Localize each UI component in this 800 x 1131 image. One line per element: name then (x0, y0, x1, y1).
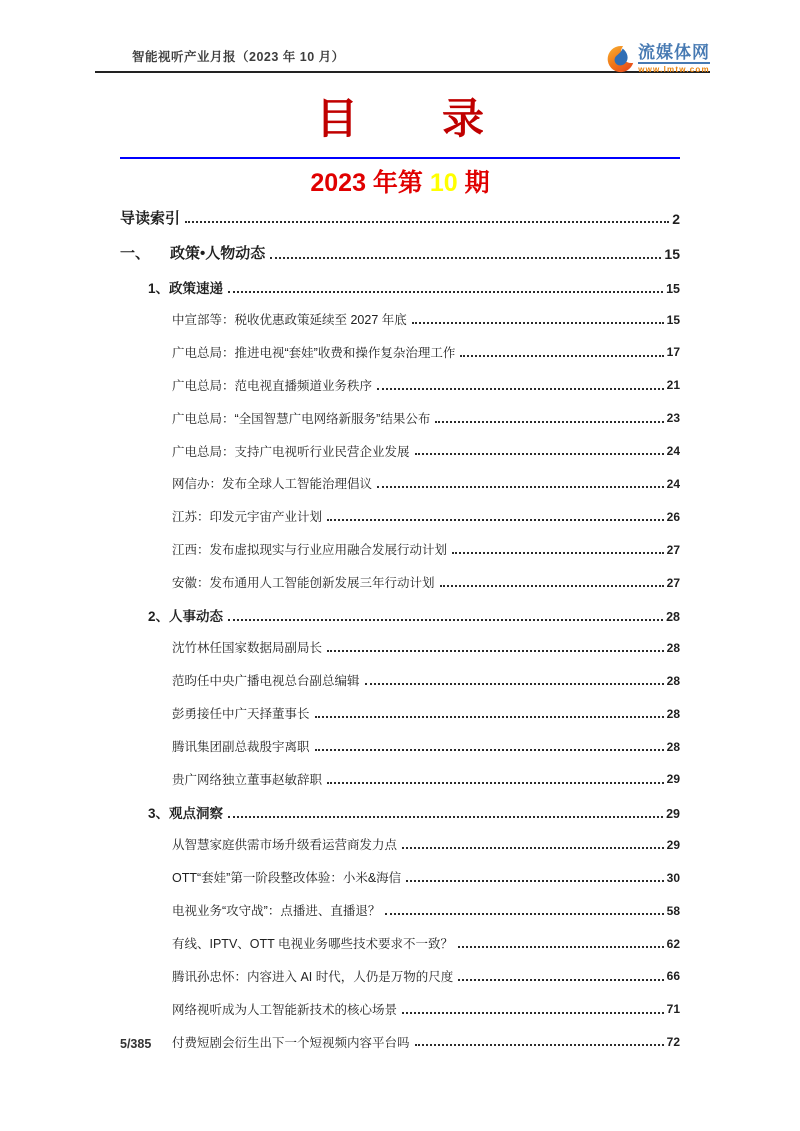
toc-entry-page: 17 (666, 345, 680, 360)
toc-entry-page: 29 (666, 806, 680, 821)
dotted-leader (327, 650, 664, 652)
dotted-leader (440, 585, 664, 587)
dotted-leader (402, 847, 664, 849)
toc-entry-label: 2、人事动态 (148, 608, 224, 624)
toc-entry[interactable] (172, 871, 680, 885)
toc-entry-page: 26 (666, 509, 680, 524)
issue-number: 10 (429, 169, 458, 197)
toc-entry[interactable] (148, 806, 680, 822)
toc-entry-label: 广电总局：范电视直播频道业务秩序 (172, 378, 373, 393)
dotted-leader (406, 880, 663, 882)
toc-entry-label: 腾讯集团副总裁殷宇离职 (172, 740, 310, 755)
toc-entry-label: 网信办：发布全球人工智能治理倡议 (172, 477, 373, 492)
toc-entry-page: 28 (666, 739, 680, 754)
issue-subtitle-suffix: 期 (457, 169, 490, 197)
issue-subtitle (120, 163, 680, 199)
toc-entry-page: 28 (666, 673, 680, 688)
dotted-leader (385, 913, 663, 915)
toc-entry-page: 72 (666, 1035, 680, 1050)
logo-brand-name: 流媒体网 (638, 42, 710, 62)
dotted-leader (377, 486, 664, 488)
dotted-leader (327, 782, 664, 784)
toc-entry[interactable] (172, 838, 680, 852)
dotted-leader (377, 388, 664, 390)
toc-entry-label: 贵广网络独立董事赵敏辞职 (172, 772, 323, 787)
toc-entry[interactable] (172, 313, 680, 327)
toc-entry-label: 沈竹林任国家数据局副局长 (172, 641, 323, 656)
dotted-leader (228, 619, 663, 621)
toc-entry-label: 付费短剧会衍生出下一个短视频内容平台吗 (172, 1035, 410, 1050)
toc-entry-label: 网络视听成为人工智能新技术的核心场景 (172, 1002, 398, 1017)
toc-entry-page: 21 (666, 378, 680, 393)
toc-entry-label: 从智慧家庭供需市场升级看运营商发力点 (172, 838, 398, 853)
report-title: 智能视听产业月报（2023 年 10 月） (132, 50, 345, 64)
toc-entry-label: 江苏：印发元宇宙产业计划 (172, 510, 323, 525)
toc-entry[interactable] (172, 970, 680, 984)
toc-list (120, 210, 680, 1068)
dotted-leader (458, 946, 664, 948)
toc-entry[interactable] (172, 1003, 680, 1017)
toc-entry[interactable] (120, 245, 680, 262)
toc-entry[interactable] (120, 210, 680, 227)
toc-entry-label: 江西：发布虚拟现实与行业应用融合发展行动计划 (172, 543, 448, 558)
dotted-leader (458, 979, 663, 981)
dotted-leader (412, 322, 664, 324)
issue-subtitle-prefix: 2023 年第 (310, 169, 430, 197)
toc-entry[interactable] (172, 412, 680, 426)
toc-entry-page: 71 (666, 1002, 680, 1017)
toc-entry-page: 27 (666, 542, 680, 557)
toc-entry-label: 腾讯孙忠怀：内容进入 AI 时代，人仍是万物的尺度 (172, 969, 454, 984)
toc-entry-page: 15 (664, 246, 680, 263)
toc-entry[interactable] (172, 707, 680, 721)
toc-entry-page: 28 (666, 610, 680, 625)
dotted-leader (315, 716, 664, 718)
toc-entry-page: 27 (666, 575, 680, 590)
toc-entry-label: 范昀任中央广播电视总台副总编辑 (172, 674, 360, 689)
dotted-leader (228, 816, 663, 818)
toc-entry-number: 一、 (120, 245, 151, 263)
logo-url: www.lmtw.com (638, 62, 710, 75)
dotted-leader (228, 291, 663, 293)
toc-entry[interactable] (172, 937, 680, 951)
toc-entry[interactable] (172, 674, 680, 688)
toc-entry[interactable] (172, 740, 680, 754)
toc-entry-label: 导读索引 (120, 210, 181, 227)
dotted-leader (327, 519, 664, 521)
toc-entry[interactable] (172, 445, 680, 459)
dotted-leader (415, 453, 664, 455)
toc-entry-label: OTT“套娃”第一阶段整改体验：小米&海信 (172, 871, 402, 886)
dotted-leader (460, 355, 663, 357)
toc-entry-label: 电视业务“攻守战”：点播进、直播退？ (172, 904, 381, 919)
toc-entry[interactable] (172, 576, 680, 590)
toc-entry[interactable] (172, 510, 680, 524)
page-footer (120, 1037, 151, 1051)
toc-entry[interactable] (172, 379, 680, 393)
toc-entry[interactable] (148, 281, 680, 297)
swirl-droplet-icon (606, 45, 634, 73)
dotted-leader (415, 1044, 664, 1046)
toc-entry[interactable] (172, 773, 680, 787)
toc-entry-label: 中宣部等：税收优惠政策延续至 2027 年底 (172, 313, 407, 328)
logo-text (638, 44, 710, 75)
toc-entry-page: 62 (666, 936, 680, 951)
toc-entry-page: 15 (666, 312, 680, 327)
title-divider-rule (120, 157, 680, 159)
dotted-leader (435, 421, 663, 423)
toc-entry-label: 安徽：发布通用人工智能创新发展三年行动计划 (172, 576, 435, 591)
dotted-leader (452, 552, 664, 554)
toc-entry-page: 29 (666, 837, 680, 852)
toc-title: 目 录 (315, 97, 484, 143)
dotted-leader (315, 749, 664, 751)
toc-entry-page: 29 (666, 772, 680, 787)
toc-entry[interactable] (172, 346, 680, 360)
toc-entry[interactable] (148, 609, 680, 625)
toc-entry-label: 广电总局：“全国智慧广电网络新服务”结果公布 (172, 411, 431, 426)
toc-entry-page: 2 (672, 211, 680, 228)
page-number-indicator: 5/385 (120, 1037, 152, 1051)
page-header (95, 0, 710, 73)
toc-entry[interactable] (172, 904, 680, 918)
dotted-leader (185, 221, 669, 223)
toc-entry-label: 广电总局：支持广电视听行业民营企业发展 (172, 444, 410, 459)
toc-entry[interactable] (172, 477, 680, 491)
dotted-leader (402, 1012, 664, 1014)
toc-entry[interactable] (172, 1036, 680, 1050)
toc-entry-page: 58 (666, 903, 680, 918)
toc-entry-label: 彭勇接任中广天择董事长 (172, 707, 310, 722)
toc-entry-page: 24 (666, 444, 680, 459)
toc-entry[interactable] (172, 543, 680, 557)
toc-entry-page: 30 (666, 870, 680, 885)
toc-entry-page: 23 (666, 411, 680, 426)
dotted-leader (270, 257, 661, 259)
toc-entry-page: 28 (666, 640, 680, 655)
toc-entry[interactable] (172, 641, 680, 655)
toc-entry-label: 3、观点洞察 (148, 805, 224, 821)
toc-entry-label: 有线、IPTV、OTT 电视业务哪些技术要求不一致？ (172, 936, 454, 951)
toc-entry-page: 24 (666, 476, 680, 491)
toc-entry-label: 广电总局：推进电视“套娃”收费和操作复杂治理工作 (172, 345, 456, 360)
dotted-leader (365, 683, 664, 685)
toc-entry-page: 66 (666, 969, 680, 984)
brand-logo (606, 44, 710, 75)
toc-entry-label: 1、政策速递 (148, 280, 224, 296)
toc-entry-label: 政策•人物动态 (170, 245, 266, 263)
toc-entry-page: 28 (666, 706, 680, 721)
toc-entry-page: 15 (666, 281, 680, 296)
